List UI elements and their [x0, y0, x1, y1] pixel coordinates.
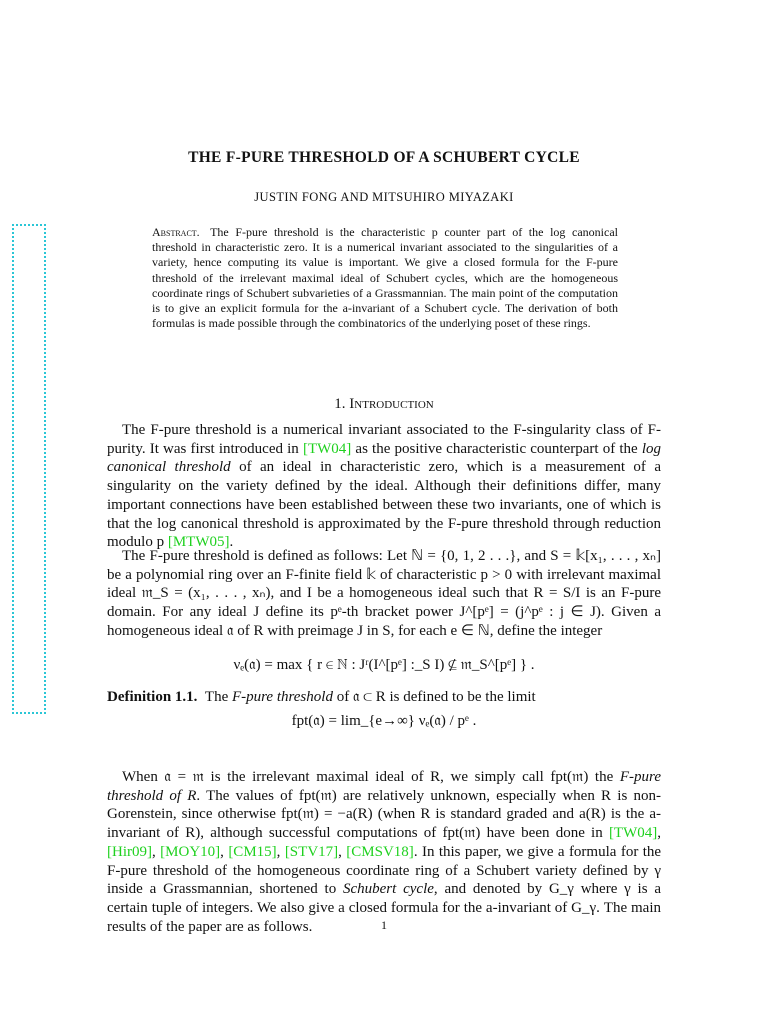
abstract: [152, 225, 618, 331]
definition-text: [205, 689, 536, 705]
page-number: 1: [381, 918, 387, 932]
citation-link[interactable]: [STV17]: [284, 843, 339, 860]
text-run: .: [229, 534, 234, 551]
definition-1-1: [107, 688, 661, 706]
citation-link[interactable]: [MTW05]: [167, 534, 230, 551]
citation-link[interactable]: [MOY10]: [160, 843, 221, 860]
text-run: When 𝔞 = 𝔪 is the irrelevant maximal ideal of R, we simply call fpt(𝔪) the: [122, 769, 620, 785]
emphasis-text: F-pure threshold: [231, 689, 333, 705]
paragraph-1: [107, 421, 661, 552]
paragraph-3: [107, 768, 661, 936]
citation-link[interactable]: [TW04]: [302, 440, 352, 457]
text-run: The F-pure threshold is defined as follows: Let ℕ = {0, 1, 2 . . .}, and S = 𝕜[x₁, . . . , xₙ] be a polynomial ring over an F-finite field 𝕜 of characteristic p > 0 with irrelevant maximal ideal 𝔪_S = (x₁, . . . , xₙ), and I be a homogeneous ideal such that R = S/I is an F-pure domain. For any ideal J define its pᵉ-th bracket power J^[pᵉ] = (j^pᵉ : j ∈ J). Given a homogeneous ideal 𝔞 of R with preimage J in S, for each e ∈ ℕ, define the integer: [107, 548, 661, 639]
definition-label: Definition 1.1.: [107, 689, 198, 705]
citation-link[interactable]: [TW04]: [608, 825, 658, 842]
citation-link[interactable]: [Hir09]: [107, 843, 152, 860]
paragraph-2: [107, 547, 661, 641]
text-run: of 𝔞 ⊂ R is defined to be the limit: [332, 689, 536, 705]
citation-link[interactable]: [CMSV18]: [346, 843, 414, 860]
text-run: of an ideal in characteristic zero, which is a measurement of a singularity on the variety defined by the ideal. Although their definitions differ, many important connections have been established between these two invariants, one of which is that the log canonical threshold is approximated by the F-pure threshold through reduction modulo p: [107, 459, 661, 551]
text-run: The F-pure threshold is a numerical invariant associated to the F-singularity class of F-purity. It was first introduced in: [107, 422, 661, 457]
abstract-label: Abstract.: [152, 225, 200, 239]
text-run: as the positive characteristic counterpart of the: [351, 440, 642, 457]
text-run: ,: [338, 843, 347, 860]
equation-fpt-limit: fpt(𝔞) = lim_{e→∞} νₑ(𝔞) / pᵉ .: [291, 713, 477, 729]
arxiv-stamp: [12, 224, 46, 714]
abstract-text: The F-pure threshold is the characteristic p counter part of the log canonical threshold in characteristic zero. It is a numerical invariant associated to the singularities of a variety, hence computing its value is important. We give a closed formula for the F-pure threshold of the irrelevant maximal ideal of Schubert cycles, which are the homogeneous coordinate rings of Schubert subvarieties of a Grassmannian. The main point of the computation is to give an explicit formula for the a-invariant of a Schubert cycle. The derivation of both formulas is made possible through the combinatorics of the underlying poset of these rings.: [152, 225, 618, 331]
emphasis-text: Schubert cycle: [342, 881, 434, 898]
text-run: ,: [276, 843, 285, 860]
citation-link[interactable]: [CM15]: [228, 843, 277, 860]
text-run: . In this paper, we give a formula for the F-pure threshold of the homogeneous coordinate ring of a Schubert variety defined by γ inside a Grassmannian, shortened to: [107, 843, 662, 898]
text-run: , and denoted by G_γ where γ is a certain tuple of integers. We also give a closed formula for the a-invariant of G_γ. The main results of the paper are as follows.: [107, 881, 662, 935]
text-run: ,: [220, 843, 229, 860]
emphasis-text: log canonical threshold: [107, 440, 661, 476]
text-run: ,: [657, 825, 661, 842]
equation-nu-e: νₑ(𝔞) = max { r ∈ ℕ : Jʳ(I^[pᵉ] :_S I) ⊈ 𝔪_S^[pᵉ] } .: [233, 657, 535, 673]
paper-authors: JUSTIN FONG AND MITSUHIRO MIYAZAKI: [254, 190, 514, 204]
text-run: ,: [152, 843, 161, 860]
section-heading-introduction: 1. Introduction: [334, 396, 434, 412]
text-run: The: [204, 689, 232, 705]
text-run: . The values of fpt(𝔪) are relatively unknown, especially when R is non-Gorenstein, since otherwise fpt(𝔪) = −a(R) (when R is standard graded and a(R) is the a-invariant of R), although successful computations of fpt(𝔪) have been done in: [107, 787, 661, 842]
paper-title: THE F-PURE THRESHOLD OF A SCHUBERT CYCLE: [188, 149, 580, 166]
emphasis-text: F-pure threshold of R: [107, 769, 661, 804]
